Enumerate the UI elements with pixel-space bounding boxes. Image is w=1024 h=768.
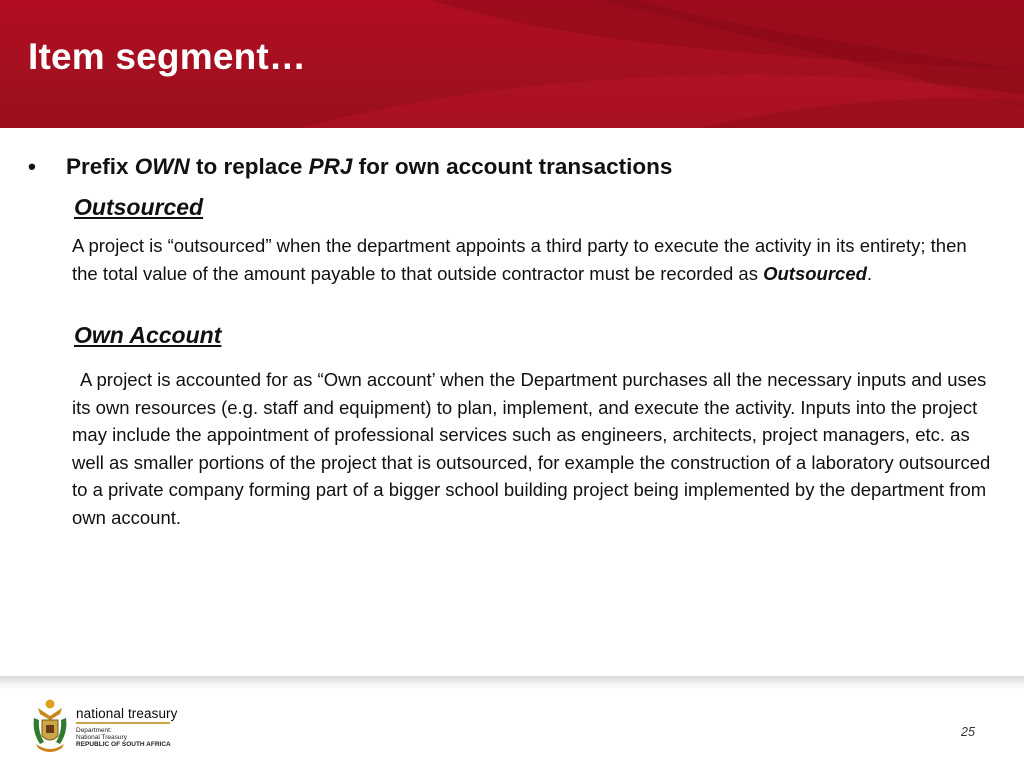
outsourced-paragraph [72, 232, 997, 287]
coat-of-arms-icon [30, 698, 70, 754]
outsourced-text: A project is “outsourced” when the department appoints a third party to execute the activity in its entirety; then the total value of the amount payable to that outside contractor must be recorded as [72, 235, 967, 284]
code-own: OWN [134, 154, 190, 179]
footer-divider [0, 676, 1024, 690]
bullet-text-suffix: for own account transactions [352, 154, 673, 179]
bullet-item [28, 150, 996, 184]
org-line-department: Department: [76, 727, 112, 734]
slide-body [28, 150, 996, 528]
org-name-underline [76, 722, 170, 724]
page-number: 25 [961, 725, 975, 739]
org-name: national treasury [76, 706, 178, 721]
own-account-paragraph: A project is accounted for as “Own account’ when the Department purchases all the necessary inputs and uses its own resources (e.g. staff and equipment) to plan, implement, and execute the activity. Inputs into the project may include the appointment of professional services such as engineers, architects, project managers, etc. as well as smaller portions of the project that is outsourced, for example the construction of a laboratory outsourced to a private company forming part of a bigger school building project being implemented by the department from own account. [72, 369, 991, 528]
outsourced-emphasis: Outsourced [763, 262, 867, 284]
bullet-text [66, 150, 672, 184]
header-banner [0, 0, 1024, 128]
slide-title: Item segment… [28, 36, 307, 77]
bullet-text-middle: to replace [189, 154, 309, 179]
own-account-heading: Own Account [74, 322, 222, 348]
code-prj: PRJ [308, 154, 353, 179]
bullet-marker: • [28, 154, 36, 179]
outsourced-heading: Outsourced [74, 194, 204, 220]
outsourced-end: . [866, 262, 873, 284]
org-line-treasury: National Treasury [76, 734, 127, 741]
bullet-text-prefix: Prefix [66, 154, 135, 179]
org-line-country: REPUBLIC OF SOUTH AFRICA [76, 741, 171, 748]
